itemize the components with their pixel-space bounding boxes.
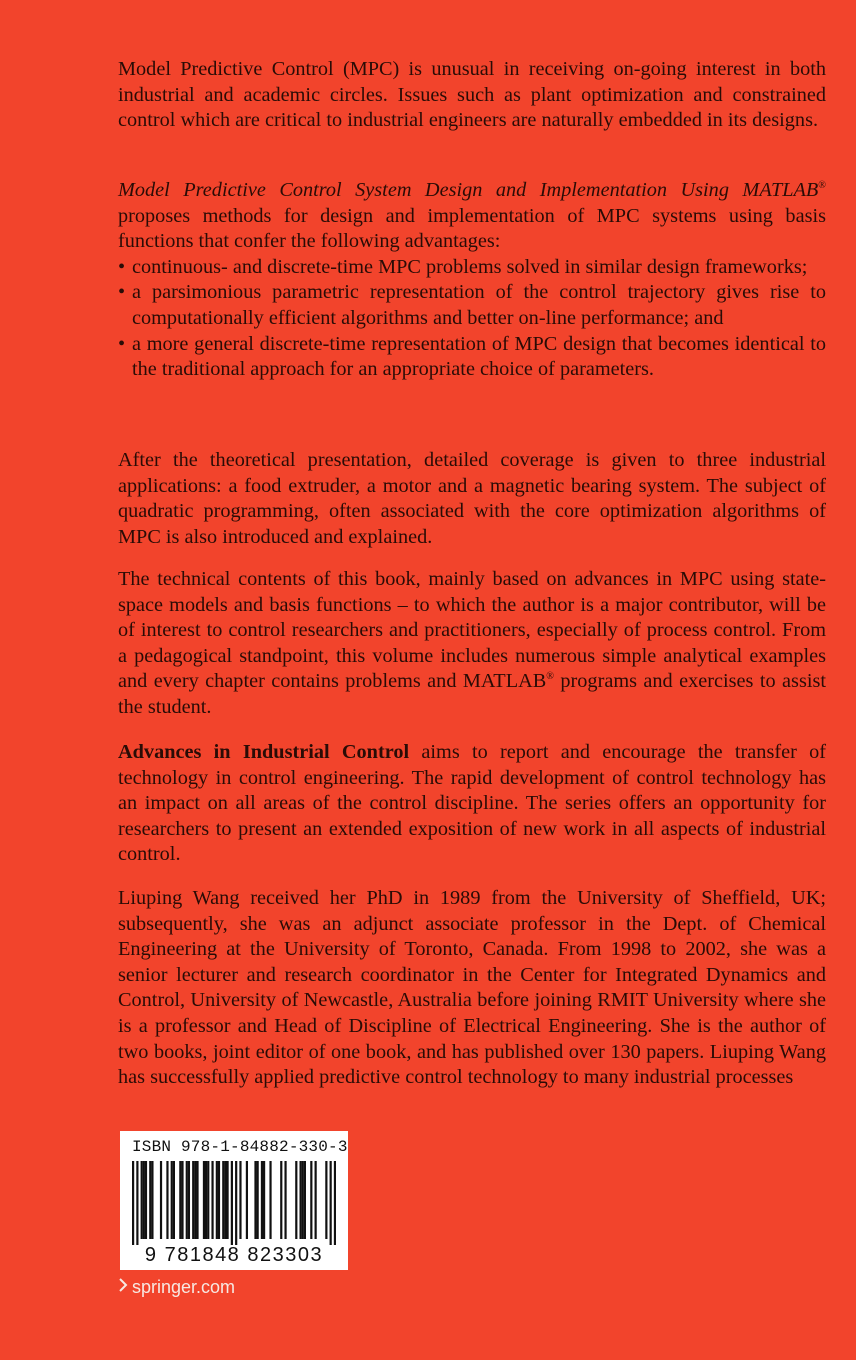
barcode-bar xyxy=(269,1161,271,1239)
intro-paragraph xyxy=(118,57,826,134)
barcode-bar xyxy=(222,1161,224,1239)
barcode-bar xyxy=(141,1161,143,1239)
barcode-bar xyxy=(257,1161,259,1239)
barcode-bar xyxy=(196,1161,198,1239)
barcode-bar xyxy=(334,1161,336,1245)
barcode-bar xyxy=(246,1161,248,1239)
book-title: Model Predictive Control System Design and Implementation Using MATLAB xyxy=(118,179,819,201)
barcode-bar xyxy=(304,1161,306,1239)
barcode-bar xyxy=(216,1161,218,1239)
registered-mark: ® xyxy=(818,180,826,192)
barcode-bar xyxy=(145,1161,147,1239)
barcode-image xyxy=(132,1161,336,1245)
contents-text xyxy=(118,567,826,721)
barcode-bar xyxy=(302,1161,304,1239)
proposal-section xyxy=(118,178,826,383)
list-item: • a more general discrete-time representation of MPC design that becomes identical to the traditional approach for an appropriate choice of parameters. xyxy=(118,332,826,383)
series-name: Advances in Industrial Control xyxy=(118,741,410,763)
series-text xyxy=(118,740,826,868)
barcode-bar xyxy=(299,1161,301,1239)
intro-text: Model Predictive Control (MPC) is unusual in receiving on-going interest in both industrial and academic circles. Issues such as plant optimization and constrained control which are critical to industrial engineers are naturally embedded in its designs. xyxy=(118,58,826,132)
barcode-bar xyxy=(226,1161,228,1239)
applications-text: After the theoretical presentation, detailed coverage is given to three industrial applications: a food extruder, a motor and a magnetic bearing system. The subject of quadratic programming, often associated with the core optimization algorithms of MPC is also introduced and explained. xyxy=(118,449,826,548)
contents-text-after: programs and exercises to assist the student. xyxy=(118,670,827,718)
chevron-right-icon xyxy=(118,1277,128,1298)
applications-paragraph xyxy=(118,448,826,550)
barcode-bar xyxy=(179,1161,181,1239)
proposal-lead: proposes methods for design and implementation of MPC systems using basis functions that confer the following advantages: xyxy=(118,204,826,253)
list-item: • a parsimonious parametric representation of the control trajectory gives rise to computationally efficient algorithms and better on-line performance; and xyxy=(118,280,826,331)
barcode-bar xyxy=(284,1161,286,1239)
barcode-bar xyxy=(181,1161,183,1239)
author-bio-text: Liuping Wang received her PhD in 1989 from the University of Sheffield, UK; subsequently, she was an adjunct associate professor in the Dept. of Chemical Engineering at the University of Toronto, Canada. From 1998 to 2002, she was a senior lecturer and research coordinator in the Center for Integrated Dynamics and Control, University of Newcastle, Australia before joining RMIT University where she is a professor and Head of Discipline of Electrical Engineering. She is the author of two books, joint editor of one book, and has published over 130 papers. Liuping Wang has successfully applied predictive control technology to many industrial processes xyxy=(118,887,826,1089)
advantages-list xyxy=(118,255,826,383)
barcode-bar xyxy=(310,1161,312,1239)
barcode-bar xyxy=(263,1161,265,1239)
barcode-bar xyxy=(330,1161,332,1245)
barcode-bar xyxy=(207,1161,209,1239)
barcode-digits: 9 781848 823303 xyxy=(144,1244,324,1266)
contents-text-before: The technical contents of this book, mainly based on advances in MPC using state-space models and basis functions – to which the author is a major contributor, will be of interest to control researchers and practitioners, especially of process control. From a pedagogical standpoint, this volume includes numerous simple analytical examples and every chapter contains problems and MATLAB xyxy=(118,568,826,693)
barcode-bar xyxy=(280,1161,282,1239)
barcode-bar xyxy=(235,1161,237,1245)
author-bio-paragraph xyxy=(118,886,826,1091)
barcode-bar xyxy=(188,1161,190,1239)
publisher-link[interactable] xyxy=(118,1277,235,1298)
barcode-bar xyxy=(132,1161,134,1245)
barcode-bar xyxy=(173,1161,175,1239)
barcode-bar xyxy=(261,1161,263,1239)
barcode-bar xyxy=(224,1161,226,1239)
isbn-label: ISBN 978-1-84882-330-3 xyxy=(132,1138,348,1156)
contents-paragraph xyxy=(118,567,826,721)
barcode-bar xyxy=(231,1161,233,1245)
barcode-bar xyxy=(171,1161,173,1239)
list-item: • continuous- and discrete-time MPC problems solved in similar design frameworks; xyxy=(118,255,826,281)
barcode-bar xyxy=(295,1161,297,1239)
barcode-bar xyxy=(186,1161,188,1239)
barcode-bar xyxy=(218,1161,220,1239)
barcode-bar xyxy=(325,1161,327,1239)
series-description: aims to report and encourage the transfer of technology in control engineering. The rapid development of control technology has an impact on all areas of the control discipline. The series offers an opportunity for researchers to present an extended exposition of new work in all aspects of industrial control. xyxy=(118,741,827,866)
barcode-bar xyxy=(160,1161,162,1239)
barcode-bar xyxy=(149,1161,151,1239)
barcode-bar xyxy=(194,1161,196,1239)
proposal-paragraph xyxy=(118,178,826,255)
barcode-bar xyxy=(192,1161,194,1239)
barcode-bar xyxy=(166,1161,168,1239)
barcode-bar xyxy=(136,1161,138,1245)
barcode-bar xyxy=(254,1161,256,1239)
barcode-bar xyxy=(239,1161,241,1239)
barcode-bar xyxy=(203,1161,205,1239)
registered-mark: ® xyxy=(546,671,554,683)
barcode-bar xyxy=(205,1161,207,1239)
publisher-url: springer.com xyxy=(132,1277,236,1297)
barcode-bar xyxy=(211,1161,213,1239)
series-paragraph xyxy=(118,740,826,868)
barcode-bar xyxy=(315,1161,317,1239)
barcode-bar xyxy=(151,1161,153,1239)
barcode-box xyxy=(120,1131,348,1270)
barcode-bar xyxy=(143,1161,145,1239)
